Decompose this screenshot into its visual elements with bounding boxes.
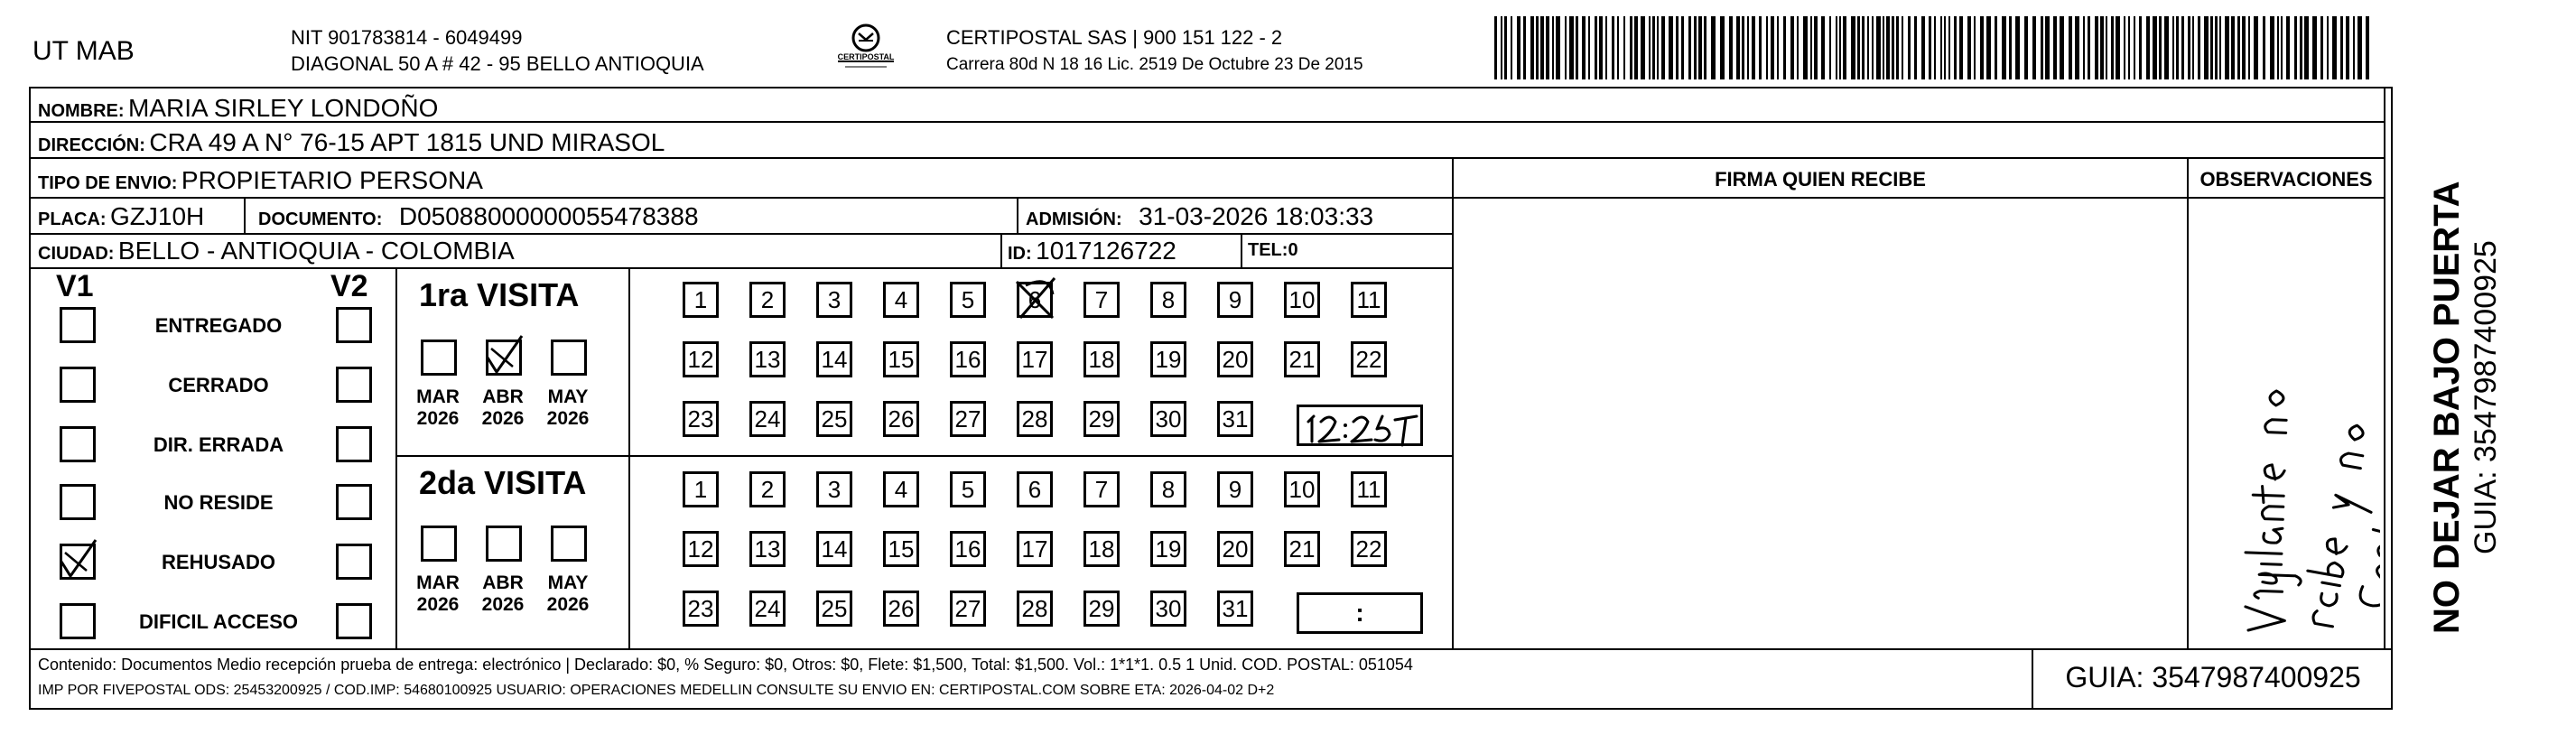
tipo-value: PROPIETARIO PERSONA xyxy=(181,166,483,194)
v2-header: V2 xyxy=(330,269,368,303)
second-visit-time-box[interactable]: : xyxy=(1297,592,1423,634)
condition-label: ENTREGADO xyxy=(154,314,283,337)
month-checkbox-abr[interactable] xyxy=(486,526,522,562)
day-22[interactable]: 22 xyxy=(1351,531,1387,567)
day-30[interactable]: 30 xyxy=(1150,401,1186,437)
nit-text: NIT 901783814 - 6049499 xyxy=(291,26,523,49)
logo-text: CERTIPOSTAL xyxy=(837,52,895,61)
v1-checkbox-dir-errada[interactable] xyxy=(60,426,96,462)
condition-label: CERRADO xyxy=(168,374,269,396)
day-6[interactable]: 6 xyxy=(1017,471,1053,507)
v1-checkbox-cerrado[interactable] xyxy=(60,367,96,403)
day-31[interactable]: 31 xyxy=(1217,401,1253,437)
day-2[interactable]: 2 xyxy=(749,471,786,507)
day-26[interactable]: 26 xyxy=(883,401,919,437)
day-3[interactable]: 3 xyxy=(816,471,852,507)
day-9[interactable]: 9 xyxy=(1217,471,1253,507)
signature-label: FIRMA QUIEN RECIBE xyxy=(1715,168,1926,191)
side-guia: GUIA: 3547987400925 xyxy=(2469,240,2503,554)
day-21[interactable]: 21 xyxy=(1284,341,1320,377)
day-12[interactable]: 12 xyxy=(683,531,719,567)
id-value: 1017126722 xyxy=(1036,237,1176,265)
v2-checkbox-dir-errada[interactable] xyxy=(336,426,372,462)
placa-label: PLACA: xyxy=(38,209,107,229)
carrier-name: CERTIPOSTAL SAS | 900 151 122 - 2 xyxy=(946,26,1283,49)
condition-label: NO RESIDE xyxy=(163,491,274,514)
day-7[interactable]: 7 xyxy=(1083,282,1120,318)
envelope-icon xyxy=(829,22,903,76)
carrier-license: Carrera 80d N 18 16 Lic. 2519 De Octubre 23 De 2015 xyxy=(946,55,1363,74)
day-22[interactable]: 22 xyxy=(1351,341,1387,377)
month-label: MAY 2026 xyxy=(546,572,590,615)
day-29[interactable]: 29 xyxy=(1083,401,1120,437)
month-label: ABR 2026 xyxy=(481,386,525,429)
day-14[interactable]: 14 xyxy=(816,341,852,377)
barcode xyxy=(1494,16,2379,79)
day-11[interactable]: 11 xyxy=(1351,471,1387,507)
day-17[interactable]: 17 xyxy=(1017,341,1053,377)
observations-label: OBSERVACIONES xyxy=(2199,168,2373,191)
day-26[interactable]: 26 xyxy=(883,591,919,627)
v1-header: V1 xyxy=(56,269,94,303)
day-11[interactable]: 11 xyxy=(1351,282,1387,318)
day-15[interactable]: 15 xyxy=(883,341,919,377)
condition-label: DIFICIL ACCESO xyxy=(138,610,298,633)
month-checkbox-may[interactable] xyxy=(551,526,587,562)
nombre-label: NOMBRE: xyxy=(38,101,125,121)
month-label: MAR 2026 xyxy=(416,386,460,429)
day-8[interactable]: 8 xyxy=(1150,471,1186,507)
footer-guia: GUIA: 3547987400925 xyxy=(2065,661,2361,693)
day-23[interactable]: 23 xyxy=(683,401,719,437)
side-warning: NO DEJAR BAJO PUERTA xyxy=(2427,181,2467,634)
condition-label: DIR. ERRADA xyxy=(153,433,284,456)
day-6[interactable]: 6 xyxy=(1017,282,1053,318)
day-19[interactable]: 19 xyxy=(1150,531,1186,567)
day-1[interactable]: 1 xyxy=(683,471,719,507)
day-21[interactable]: 21 xyxy=(1284,531,1320,567)
day-24[interactable]: 24 xyxy=(749,591,786,627)
day-5[interactable]: 5 xyxy=(950,471,986,507)
day-12[interactable]: 12 xyxy=(683,341,719,377)
day-13[interactable]: 13 xyxy=(749,341,786,377)
month-checkbox-mar[interactable] xyxy=(421,340,457,376)
documento-label: DOCUMENTO: xyxy=(258,209,383,229)
tel-value: 0 xyxy=(1288,240,1298,260)
day-17[interactable]: 17 xyxy=(1017,531,1053,567)
v2-checkbox-cerrado[interactable] xyxy=(336,367,372,403)
day-29[interactable]: 29 xyxy=(1083,591,1120,627)
v2-checkbox-dificil-acceso[interactable] xyxy=(336,603,372,639)
v2-checkbox-no-reside[interactable] xyxy=(336,484,372,520)
address-text: DIAGONAL 50 A # 42 - 95 BELLO ANTIOQUIA xyxy=(291,52,704,75)
day-25[interactable]: 25 xyxy=(816,591,852,627)
day-10[interactable]: 10 xyxy=(1284,471,1320,507)
placa-value: GZJ10H xyxy=(110,202,205,230)
month-label: ABR 2026 xyxy=(481,572,525,615)
admision-label: ADMISIÓN: xyxy=(1026,209,1122,229)
month-checkbox-may[interactable] xyxy=(551,340,587,376)
day-28[interactable]: 28 xyxy=(1017,401,1053,437)
day-31[interactable]: 31 xyxy=(1217,591,1253,627)
v1-checkbox-entregado[interactable] xyxy=(60,307,96,343)
day-5[interactable]: 5 xyxy=(950,282,986,318)
day-27[interactable]: 27 xyxy=(950,401,986,437)
ciudad-label: CIUDAD: xyxy=(38,244,115,264)
day-8[interactable]: 8 xyxy=(1150,282,1186,318)
day-10[interactable]: 10 xyxy=(1284,282,1320,318)
footer-imp: IMP POR FIVEPOSTAL ODS: 25453200925 / COD.IMP: 54680100925 USUARIO: OPERACIONES MEDELLIN CONSULTE SU ENVIO EN: CERTIPOSTAL.COM SOBRE ETA: 2026-04-02 D+2 xyxy=(38,683,1275,698)
day-28[interactable]: 28 xyxy=(1017,591,1053,627)
v1-checkbox-rehusado[interactable] xyxy=(60,544,96,580)
day-18[interactable]: 18 xyxy=(1083,531,1120,567)
month-label: MAR 2026 xyxy=(416,572,460,615)
day-19[interactable]: 19 xyxy=(1150,341,1186,377)
day-20[interactable]: 20 xyxy=(1217,531,1253,567)
day-16[interactable]: 16 xyxy=(950,531,986,567)
day-24[interactable]: 24 xyxy=(749,401,786,437)
observations-handwriting xyxy=(2194,206,2380,645)
second-visit-title: 2da VISITA xyxy=(419,464,587,501)
day-13[interactable]: 13 xyxy=(749,531,786,567)
documento-value: D05088000000055478388 xyxy=(398,202,699,230)
month-label: MAY 2026 xyxy=(546,386,590,429)
day-4[interactable]: 4 xyxy=(883,471,919,507)
handwritten-time xyxy=(1305,411,1422,447)
month-checkbox-mar[interactable] xyxy=(421,526,457,562)
id-label: ID: xyxy=(1008,244,1032,264)
day-15[interactable]: 15 xyxy=(883,531,919,567)
tel-label: TEL: xyxy=(1248,240,1288,260)
day-30[interactable]: 30 xyxy=(1150,591,1186,627)
certipostal-logo xyxy=(829,22,903,76)
day-7[interactable]: 7 xyxy=(1083,471,1120,507)
day-4[interactable]: 4 xyxy=(883,282,919,318)
month-checkbox-abr[interactable] xyxy=(486,340,522,376)
v2-checkbox-rehusado[interactable] xyxy=(336,544,372,580)
ciudad-value: BELLO - ANTIOQUIA - COLOMBIA xyxy=(117,237,515,265)
first-visit-title: 1ra VISITA xyxy=(419,276,580,313)
company-name: UT MAB xyxy=(33,36,135,66)
day-20[interactable]: 20 xyxy=(1217,341,1253,377)
day-14[interactable]: 14 xyxy=(816,531,852,567)
day-23[interactable]: 23 xyxy=(683,591,719,627)
day-1[interactable]: 1 xyxy=(683,282,719,318)
nombre-value: MARIA SIRLEY LONDOÑO xyxy=(128,94,439,122)
footer-contenido: Contenido: Documentos Medio recepción prueba de entrega: electrónico | Declarado: $0, % Seguro: $0, Otros: $0, Flete: $1,500, Total: $1,500. Vol.: 1*1*1. 0.5 1 Unid. COD. POSTAL: 051054 xyxy=(38,656,1413,674)
day-25[interactable]: 25 xyxy=(816,401,852,437)
day-3[interactable]: 3 xyxy=(816,282,852,318)
day-9[interactable]: 9 xyxy=(1217,282,1253,318)
v2-checkbox-entregado[interactable] xyxy=(336,307,372,343)
v1-checkbox-no-reside[interactable] xyxy=(60,484,96,520)
v1-checkbox-dificil-acceso[interactable] xyxy=(60,603,96,639)
day-16[interactable]: 16 xyxy=(950,341,986,377)
first-visit-time-box[interactable] xyxy=(1297,405,1423,446)
day-2[interactable]: 2 xyxy=(749,282,786,318)
direccion-label: DIRECCIÓN: xyxy=(38,135,145,155)
condition-label: REHUSADO xyxy=(162,551,275,573)
tipo-label: TIPO DE ENVIO: xyxy=(38,173,178,193)
admision-value: 31-03-2026 18:03:33 xyxy=(1139,202,1374,230)
direccion-value: CRA 49 A N° 76-15 APT 1815 UND MIRASOL xyxy=(149,128,665,156)
day-18[interactable]: 18 xyxy=(1083,341,1120,377)
day-27[interactable]: 27 xyxy=(950,591,986,627)
